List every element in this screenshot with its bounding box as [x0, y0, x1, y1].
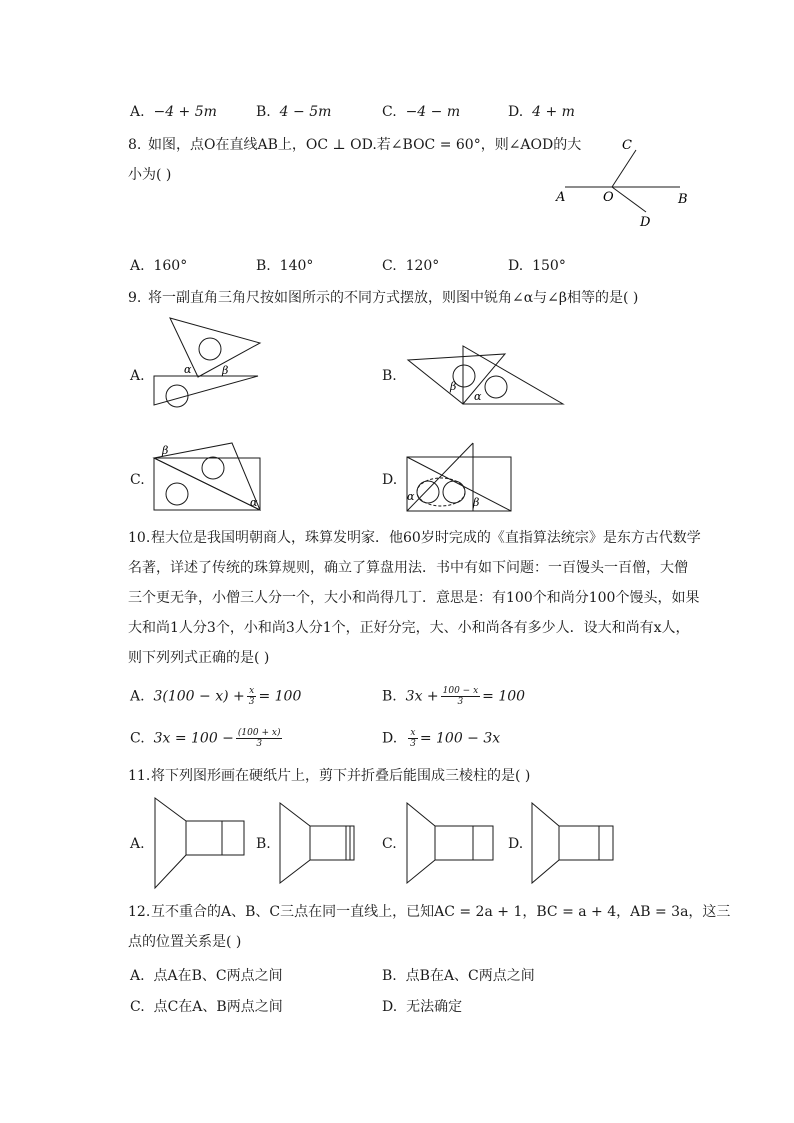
q12-stem-line1: 互不重合的A、B、C三点在同一直线上，已知AC = 2a + 1，BC = a + 4，AB = 3a，这三	[151, 904, 731, 920]
q9-option-c[interactable]: C.	[130, 472, 145, 488]
q12-option-b[interactable]: B. 点B在A、C两点之间	[382, 968, 535, 984]
svg-text:β: β	[450, 380, 457, 393]
q8-number: 8.	[128, 137, 142, 153]
label-a: A	[556, 190, 566, 205]
q7-option-b[interactable]: B. 4 − 5m	[256, 104, 332, 120]
label-d: D	[640, 215, 651, 230]
q8-option-d[interactable]: D. 150°	[508, 258, 566, 274]
label-b: B	[678, 192, 688, 207]
q7-option-d[interactable]: D. 4 + m	[508, 104, 575, 120]
q10-line-5: 则下列列式正确的是( )	[128, 650, 270, 666]
q8-figure	[550, 130, 700, 230]
q12-stem-line2: 点的位置关系是( )	[128, 934, 242, 950]
svg-text:α: α	[250, 496, 258, 509]
q12-number: 12.	[128, 904, 151, 920]
q10-option-c[interactable]: C. 3x = 100 − $\frac{(100 + x)}{3}$	[130, 728, 281, 749]
q8-stem-line1: 如图，点O在直线AB上，OC ⊥ OD.若∠BOC = 60°，则∠AOD的大	[148, 137, 582, 153]
q11-number: 11.	[128, 768, 151, 784]
q10-line-2: 名著，详述了传统的珠算规则，确立了算盘用法．书中有如下问题：一百馒头一百僧，大僧	[128, 560, 688, 576]
svg-text:α: α	[474, 390, 482, 403]
q11-option-d[interactable]: D.	[508, 836, 524, 852]
q9-option-b[interactable]: B.	[382, 368, 397, 384]
q9-stem: 将一副直角三角尺按如图所示的不同方式摆放，则图中锐角∠α与∠β相等的是( )	[148, 290, 639, 306]
q11-option-b[interactable]: B.	[256, 836, 271, 852]
svg-text:α: α	[184, 363, 192, 376]
svg-text:β: β	[162, 444, 169, 457]
q11-stem: 将下列图形画在硬纸片上，剪下并折叠后能围成三棱柱的是( )	[151, 768, 531, 784]
ray-od	[612, 187, 646, 212]
q10-line-3: 三个更无争，小僧三人分一个，大小和尚得几丁．意思是：有100个和尚分100个馒头，如果	[128, 590, 700, 606]
q11-option-c[interactable]: C.	[382, 836, 397, 852]
q11-net-b	[275, 800, 365, 890]
q11-net-d	[527, 800, 622, 890]
q7-option-a[interactable]: A. −4 + 5m	[130, 104, 217, 120]
q9-figure-b	[405, 342, 570, 412]
q9-number: 9.	[128, 290, 142, 306]
q9-figure-d	[403, 440, 518, 518]
q9-option-d[interactable]: D.	[382, 472, 398, 488]
q11-option-a[interactable]: A.	[130, 836, 145, 852]
q12-option-a[interactable]: A. 点A在B、C两点之间	[130, 968, 283, 984]
svg-text:β: β	[473, 496, 480, 509]
q8-option-b[interactable]: B. 140°	[256, 258, 314, 274]
q11-net-a	[150, 795, 250, 895]
q10-option-a[interactable]: A. 3(100 − x) + $\frac{x}{3}$ = 100	[130, 686, 302, 707]
label-o: O	[603, 190, 614, 205]
q10-option-d[interactable]: D. $\frac{x}{3}$ = 100 − 3x	[382, 728, 501, 749]
q9-figure-a	[150, 315, 265, 410]
q12-option-d[interactable]: D. 无法确定	[382, 999, 463, 1015]
q10-number: 10.	[128, 530, 151, 546]
q10-line-1: 程大位是我国明朝商人，珠算发明家．他60岁时完成的《直指算法统宗》是东方古代数学	[151, 530, 701, 546]
label-c: C	[622, 138, 632, 153]
q10-option-b[interactable]: B. 3x + $\frac{100 - x}{3}$ = 100	[382, 686, 526, 707]
q8-option-c[interactable]: C. 120°	[382, 258, 440, 274]
q9-option-a[interactable]: A.	[130, 368, 145, 384]
q11-net-c	[402, 800, 497, 890]
q10-line-4: 大和尚1人分3个，小和尚3人分1个，正好分完，大、小和尚各有多少人．设大和尚有x人，	[128, 620, 690, 636]
svg-text:α: α	[407, 490, 415, 503]
q8-option-a[interactable]: A. 160°	[130, 258, 188, 274]
svg-text:β: β	[222, 364, 229, 377]
ray-oc	[612, 150, 636, 187]
q8-stem-line2: 小为( )	[128, 167, 172, 183]
q12-option-c[interactable]: C. 点C在A、B两点之间	[130, 999, 283, 1015]
q9-figure-c	[150, 438, 270, 518]
q7-option-c[interactable]: C. −4 − m	[382, 104, 461, 120]
